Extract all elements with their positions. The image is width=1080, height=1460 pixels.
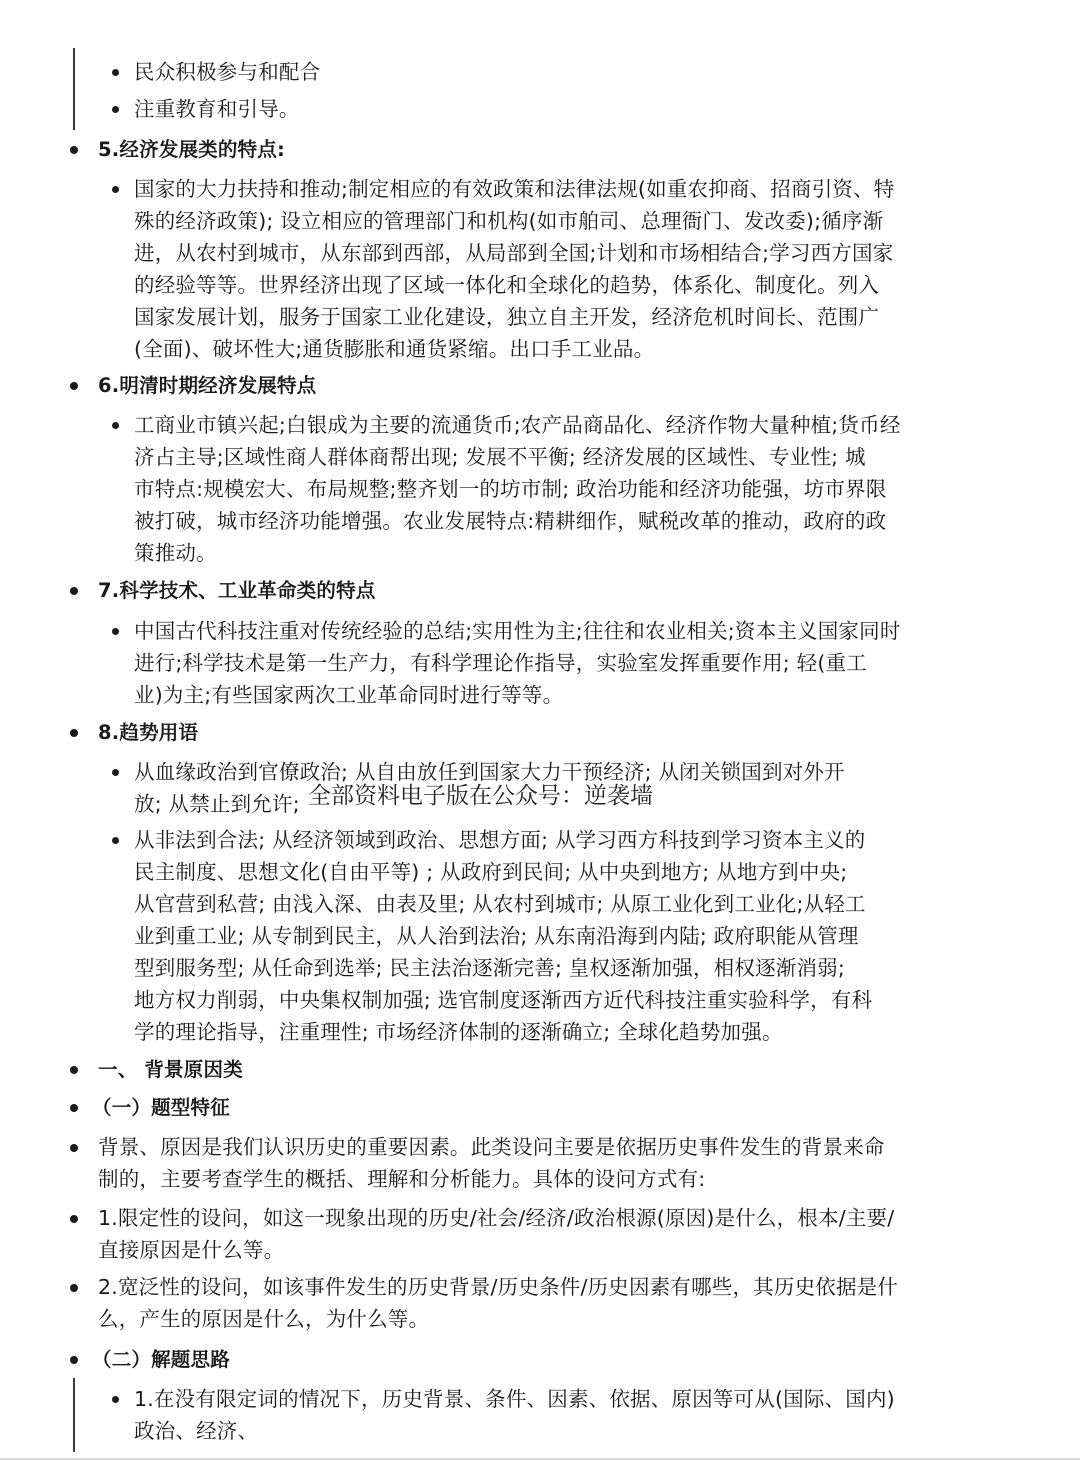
list-item-line: 从官营到私营; 由浅入深、由表及里; 从农村到城市; 从原工业化到工业化;从轻工: [134, 892, 866, 916]
list-item-line: 业)为主;有些国家两次工业革命同时进行等等。: [134, 683, 564, 707]
list-item-line: 被打破，城市经济功能增强。农业发展特点:精耕细作，赋税改革的推动，政府的政: [134, 509, 887, 533]
list-item-line: 政治、经济、: [134, 1419, 259, 1443]
list-item-line: 策推动。: [134, 541, 217, 565]
list-item-line: 进行;科学技术是第一生产力，有科学理论作指导，实验室发挥重要作用; 轻(重工: [134, 651, 867, 675]
list-item-line: 中国古代科技注重对传统经验的总结;实用性为主;往往和农业相关;资本主义国家同时: [134, 619, 901, 643]
list-item-line: 济占主导;区域性商人群体商帮出现; 发展不平衡; 经济发展的区域性、专业性; 城: [134, 445, 866, 469]
list-item-line: 业到重工业; 从专制到民主，从人治到法治; 从东南沿海到内陆; 政府职能从管理: [134, 924, 859, 948]
section-dot: [70, 1284, 78, 1292]
list-item-line: 殊的经济政策); 设立相应的管理部门和机构(如市舶司、总理衙门、发改委);循序渐: [134, 209, 884, 233]
bullet-dot: [112, 69, 119, 76]
list-item-line: 市特点:规模宏大、布局规整;整齐划一的坊市制; 政治功能和经济功能强，坊市界限: [134, 477, 887, 501]
left-rule-bottom: [73, 1378, 75, 1452]
list-item-line: 工商业市镇兴起;白银成为主要的流通货币;农产品商品化、经济作物大量种植;货币经: [134, 413, 901, 437]
list-item-line: 制的，主要考查学生的概括、理解和分析能力。具体的设问方式有:: [98, 1167, 706, 1191]
list-item-line: 的经验等等。世界经济出现了区域一体化和全球化的趋势，体系化、制度化。列入: [134, 273, 880, 297]
section-dot: [70, 1144, 78, 1152]
section-heading: 8.趋势用语: [98, 721, 199, 744]
bullet-dot: [112, 837, 119, 844]
list-item-line: 从血缘政治到官僚政治; 从自由放任到国家大力干预经济; 从闭关锁国到对外开: [134, 760, 845, 784]
section-dot: [70, 587, 78, 595]
list-item: 民众积极参与和配合: [134, 60, 321, 84]
list-item-line: 国家发展计划，服务于国家工业化建设，独立自主开发，经济危机时间长、范围广: [134, 305, 880, 329]
list-item-line: 1.在没有限定词的情况下，历史背景、条件、因素、依据、原因等可从(国际、国内): [134, 1387, 895, 1411]
bullet-dot: [112, 1396, 119, 1403]
section-dot: [70, 729, 78, 737]
bullet-dot: [112, 769, 119, 776]
section-heading: 5.经济发展类的特点:: [98, 138, 285, 161]
list-item-line: 1.限定性的设问，如这一现象出现的历史/社会/经济/政治根源(原因)是什么，根本/主要/: [98, 1206, 895, 1230]
section-dot: [70, 382, 78, 390]
section-dot: [70, 1356, 78, 1364]
section-heading: 一、 背景原因类: [98, 1058, 243, 1081]
list-item-line: (全面)、破坏性大;通货膨胀和通货紧缩。出口手工业品。: [134, 337, 655, 361]
section-dot: [70, 1104, 78, 1112]
list-item-line: 地方权力削弱，中央集权制加强; 选官制度逐渐西方近代科技注重实验科学，有科: [134, 988, 873, 1012]
list-item-line: 从非法到合法; 从经济领域到政治、思想方面; 从学习西方科技到学习资本主义的: [134, 828, 866, 852]
bullet-dot: [112, 628, 119, 635]
section-dot: [70, 1066, 78, 1074]
list-item-line: 型到服务型; 从任命到选举; 民主法治逐渐完善; 皇权逐渐加强，相权逐渐消弱;: [134, 956, 845, 980]
list-item-line: 学的理论指导，注重理性; 市场经济体制的逐渐确立; 全球化趋势加强。: [134, 1020, 783, 1044]
watermark-text: 全部资料电子版在公众号：逆袭墙: [308, 783, 653, 809]
section-dot: [70, 146, 78, 154]
section-heading: （二）解题思路: [92, 1348, 230, 1371]
section-heading: 6.明清时期经济发展特点: [98, 374, 317, 397]
list-item: 注重教育和引导。: [134, 97, 300, 121]
section-heading: 7.科学技术、工业革命类的特点: [98, 579, 376, 602]
list-item-line: 直接原因是什么等。: [98, 1238, 285, 1262]
list-item-line: 2.宽泛性的设问，如该事件发生的历史背景/历史条件/历史因素有哪些，其历史依据是什: [98, 1275, 899, 1299]
list-item-line: 进，从农村到城市，从东部到西部，从局部到全国;计划和市场相结合;学习西方国家: [134, 241, 894, 265]
list-item-line: 么，产生的原因是什么，为什么等。: [98, 1307, 430, 1331]
list-item-line: 国家的大力扶持和推动;制定相应的有效政策和法律法规(如重农抑商、招商引资、特: [134, 177, 895, 201]
list-item-line: 背景、原因是我们认识历史的重要因素。此类设问主要是依据历史事件发生的背景来命: [98, 1135, 885, 1159]
bullet-dot: [112, 106, 119, 113]
list-item-line: 民主制度、思想文化(自由平等) ; 从政府到民间; 从中央到地方; 从地方到中央;: [134, 860, 848, 884]
section-dot: [70, 1215, 78, 1223]
bullet-dot: [112, 186, 119, 193]
list-item-line: 放; 从禁止到允许;: [134, 792, 300, 816]
section-heading: （一）题型特征: [92, 1096, 230, 1119]
left-rule-top: [73, 48, 75, 130]
bullet-dot: [112, 422, 119, 429]
